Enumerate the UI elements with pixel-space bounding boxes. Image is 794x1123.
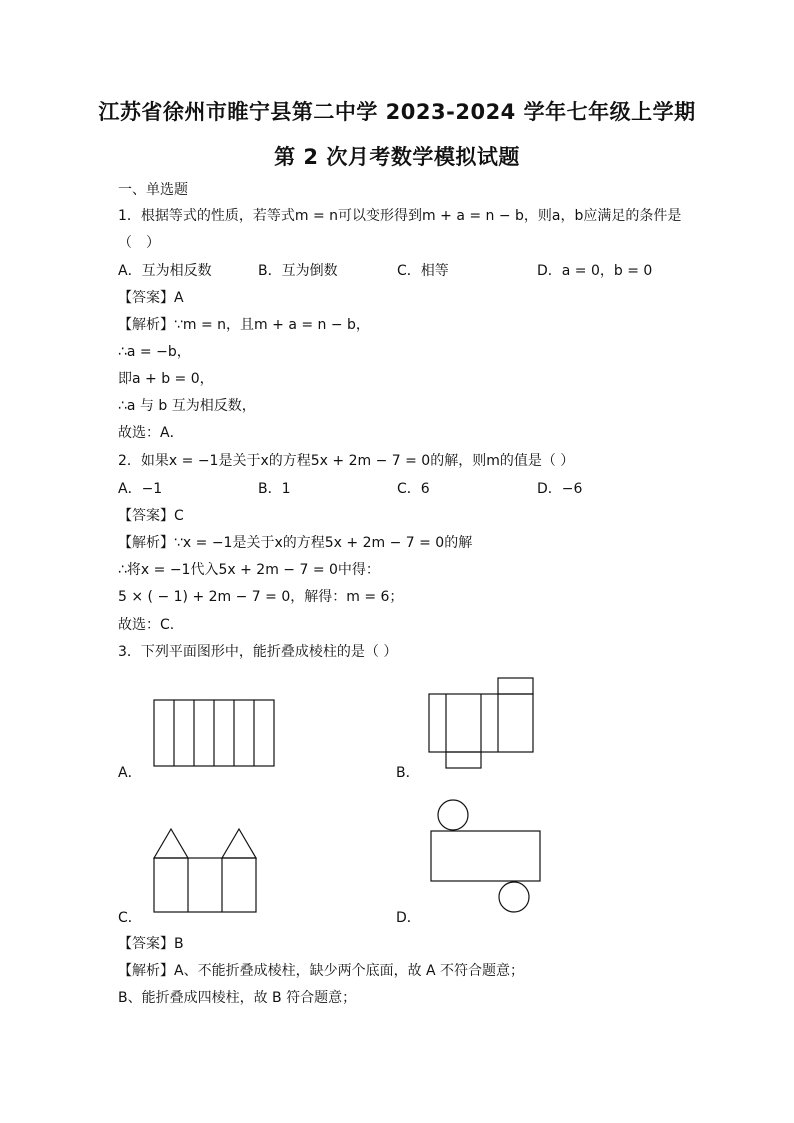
q2-analysis-line-1: 【解析】∵x = −1是关于x的方程5x + 2m − 7 = 0的解 [118,535,473,551]
q2-analysis-line-4: 故选：C. [118,617,175,633]
q1-option-d: D．a = 0，b = 0 [537,263,653,279]
q1-paren: （ ） [118,235,160,251]
q2-option-d: D．−6 [537,481,583,497]
figure-a-label: A． [118,765,142,781]
q3-stem: 3．下列平面图形中，能折叠成棱柱的是（ ） [118,644,398,660]
figure-d-label: D． [396,910,421,926]
q2-stem: 2．如果x = −1是关于x的方程5x + 2m − 7 = 0的解，则m的值是（ ） [118,453,575,469]
q2-option-a: A．−1 [118,481,163,497]
q2-analysis-line-3: 5 × ( − 1) + 2m − 7 = 0，解得：m = 6； [118,589,404,605]
q2-answer: 【答案】C [118,508,184,524]
figure-b-prism-net [426,676,536,772]
q3-analysis-line-1: 【解析】A、不能折叠成棱柱，缺少两个底面，故 A 不符合题意； [118,963,525,979]
figure-c-label: C． [118,910,142,926]
q1-analysis-line-1: 【解析】∵m = n，且m + a = n − b， [118,317,370,333]
q1-option-b: B．互为倒数 [258,263,338,279]
section-heading: 一、单选题 [118,182,188,198]
figure-b-label: B． [396,765,420,781]
document-title-line-1: 江苏省徐州市睢宁县第二中学 2023-2024 学年七年级上学期 [98,100,696,124]
figure-c-rectangles-with-triangles [150,826,260,916]
q1-analysis-line-4: ∴a 与 b 互为相反数， [118,398,256,414]
q2-option-c: C．6 [397,481,430,497]
figure-a-six-rectangles [150,698,280,770]
q1-analysis-line-2: ∴a = −b， [118,344,191,360]
q2-option-b: B．1 [258,481,291,497]
q1-option-a: A．互为相反数 [118,263,212,279]
q2-analysis-line-2: ∴将x = −1代入5x + 2m − 7 = 0中得： [118,562,380,578]
q1-analysis-line-5: 故选：A． [118,425,184,441]
document-title-line-2: 第 2 次月考数学模拟试题 [274,145,520,169]
q1-option-c: C．相等 [397,263,449,279]
q3-analysis-line-2: B、能折叠成四棱柱，故 B 符合题意； [118,990,357,1006]
q1-answer: 【答案】A [118,290,184,306]
figure-d-cylinder-net [428,798,546,914]
q3-answer: 【答案】B [118,936,184,952]
q1-stem: 1．根据等式的性质，若等式m = n可以变形得到m + a = n − b，则a，b应满足的条件是 [118,208,682,224]
q1-analysis-line-3: 即a + b = 0， [118,371,214,387]
